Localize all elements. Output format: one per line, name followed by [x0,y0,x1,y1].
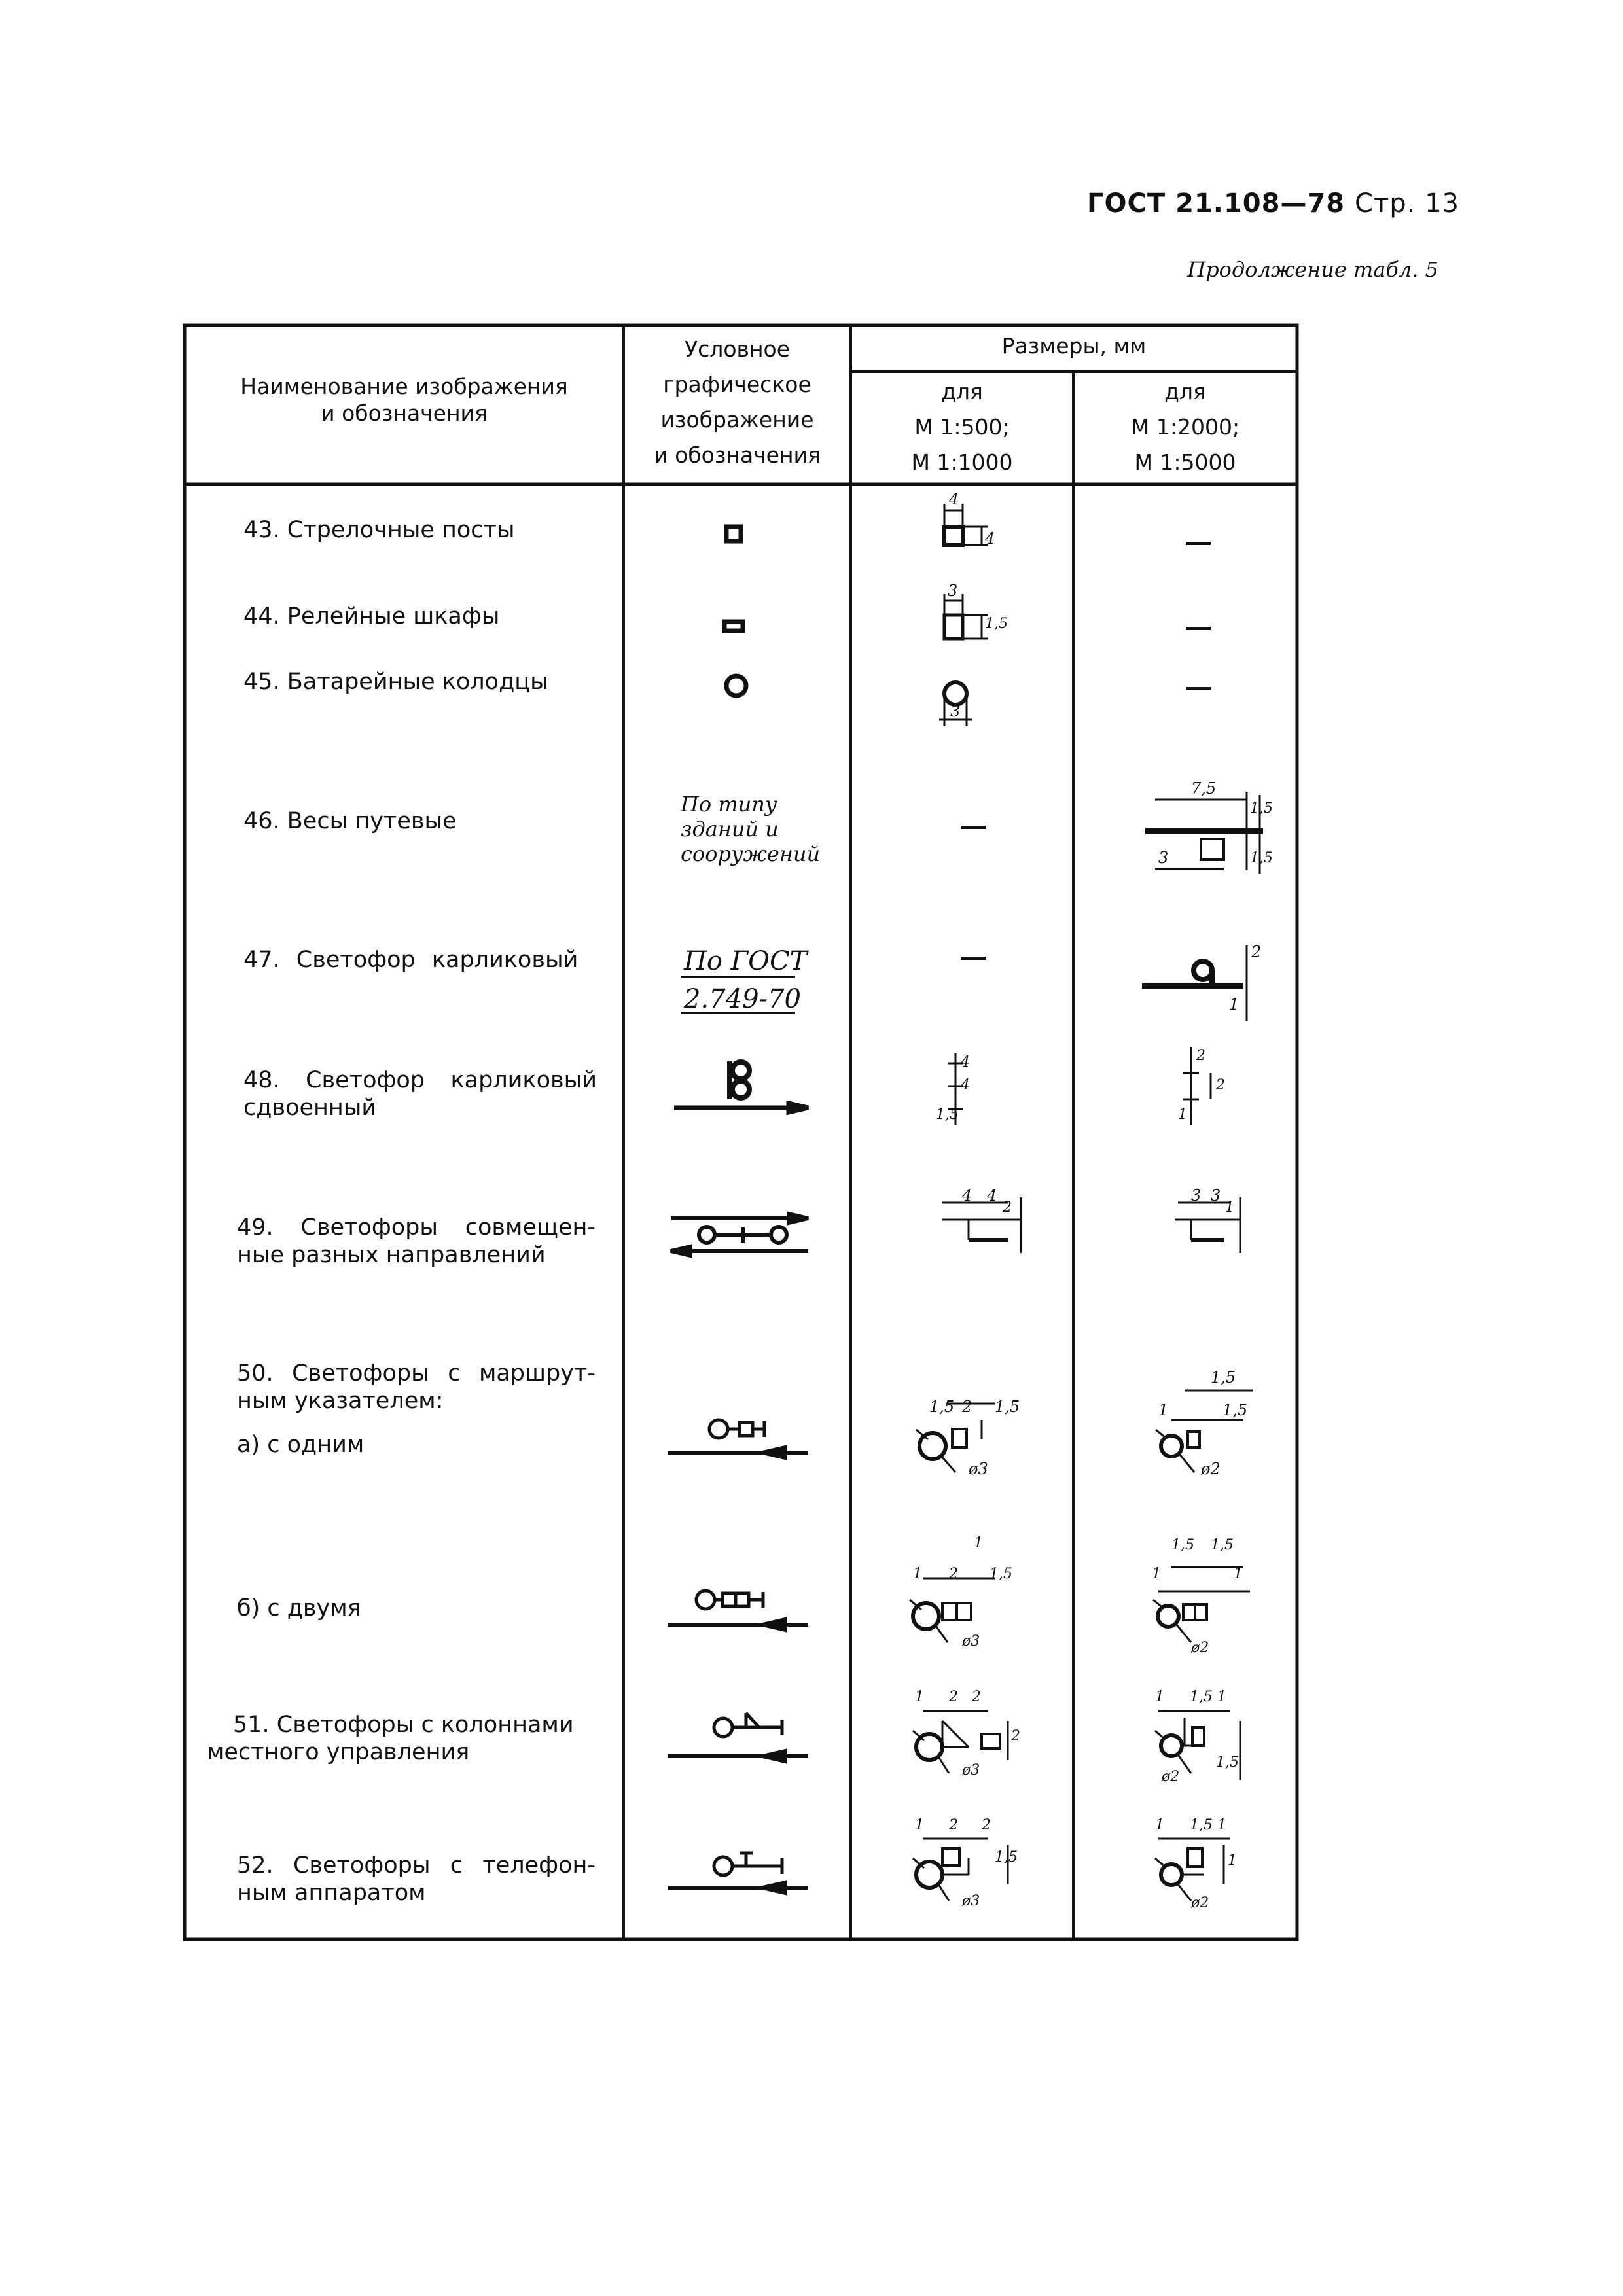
dim-label: 1,5 [1190,1817,1213,1833]
dim-label: ø3 [962,1633,980,1650]
col-symbol-header-line: Условное [684,336,791,362]
dim-label: 7,5 [1191,779,1217,798]
dim-label: ø2 [1191,1895,1209,1911]
row-47-name: 47. Светофор карликовый [243,947,579,973]
dim-label: 1,5 [936,1106,959,1123]
dim-label: 1,5 [1216,1754,1239,1771]
relay-cabinet-symbol [724,622,743,631]
dim-label: 3 [950,702,961,720]
combined-signals-symbol [671,1214,808,1256]
row-47-symbol-text [684,942,807,1018]
dim-label: 1 [1229,995,1240,1014]
standard-number: ГОСТ 21.108—78 [1087,188,1346,219]
row-46-scale1-dash [961,826,986,829]
dim-label: ø2 [1191,1640,1209,1656]
dim-label: 1 [1225,1199,1234,1216]
dim-label: 1,5 [995,1398,1020,1416]
dim-label: 1,5 [929,1398,955,1416]
telephone-signal-symbol [714,1853,782,1875]
row-50a-name: а) с одним [237,1432,365,1458]
dim-label: 1 [1228,1852,1237,1869]
scale2-header-line: для [1164,379,1206,404]
symbol-text-line: сооружений [681,841,821,866]
page-number: Стр. 13 [1355,188,1459,219]
dim-label: 2 [1196,1048,1205,1064]
dim-label: 3 [1158,849,1169,867]
dim-label: 1,5 [1250,850,1273,866]
dim-label: 1,5 [1222,1401,1248,1419]
dim-label: ø3 [962,1762,980,1778]
row-43-scale2-dash [1186,542,1211,545]
dim-label: 3 [1211,1186,1221,1205]
col-name-header-line: Наименование изображения [240,374,568,399]
symbol-text-line: По ГОСТ [684,946,808,976]
route-indicator-two-symbol [696,1591,763,1609]
dim-label: 1 [1155,1689,1164,1705]
col-symbol-header-line: и обозначения [654,442,821,468]
dim-label: 4 [985,529,995,548]
local-control-column-symbol [714,1713,782,1737]
row-52-name [237,1852,596,1907]
post-symbol [726,527,741,541]
dim-label: 3 [1191,1186,1202,1205]
dim-label: ø2 [1201,1460,1221,1478]
col-symbol-header [624,332,851,473]
col-symbol-header-line: изображение [660,407,814,433]
dim-label: 1 [1152,1566,1161,1582]
row-name-line: местного управления [207,1739,470,1765]
dim-label: 2 [1216,1077,1225,1093]
symbol-text-line: зданий и [681,817,779,841]
symbol-text-line: По типу [681,792,777,817]
row-50b-name: б) с двумя [237,1595,361,1621]
dim-label: 4 [961,1054,970,1070]
dim-label: 3 [948,582,958,600]
dim-label: 1 [913,1566,922,1582]
route-indicator-one-symbol [709,1420,764,1438]
dim-label: 2 [982,1817,991,1833]
row-49-name [237,1214,596,1269]
scale2-header-line: М 1:5000 [1134,450,1236,475]
row-51-name [207,1711,596,1766]
col-scale1-header [851,374,1073,480]
col-symbol-header-line: графическое [663,372,812,397]
row-50-name [237,1360,596,1415]
dim-label: 2 [949,1566,958,1582]
dim-label: 1,5 [1211,1368,1236,1386]
page-header [1087,188,1459,219]
col-name-header-line: и обозначения [321,400,488,427]
dim-label: 1,5 [1190,1689,1213,1705]
scale1-header-line: М 1:500; [914,414,1010,440]
row-name-line: ным указателем: [237,1388,444,1414]
dim-label: 4 [961,1077,970,1093]
dim-label: 4 [962,1186,972,1205]
row-45-scale2-dash [1186,687,1211,690]
table-continuation-note: Продолжение табл. 5 [1187,257,1438,282]
dim-label: 4 [949,490,959,508]
row-name-line: сдвоенный [243,1095,377,1121]
dim-label: 1,5 [995,1849,1018,1865]
row-name-line: 49. Светофоры совмещен- [237,1214,596,1241]
row-name-line: ные разных направлений [237,1242,546,1268]
dim-label: ø2 [1162,1769,1180,1785]
dim-label: 1 [1155,1817,1164,1833]
dim-label: 1,5 [985,616,1008,632]
row-43-name: 43. Стрелочные посты [243,517,515,543]
row-46-name: 46. Весы путевые [243,808,457,834]
dim-label: ø3 [969,1460,988,1478]
dim-label: 1,5 [1250,800,1273,817]
row-47-scale1-dash [961,957,986,960]
dim-label: 1 [915,1817,924,1833]
dim-label: 1 [974,1535,983,1551]
col-name-header [185,373,624,427]
row-45-name: 45. Батарейные колодцы [243,669,548,695]
row-name-line: 51. Светофоры с колоннами [233,1712,574,1738]
dim-label: 1,5 [1211,1537,1234,1553]
dim-label: 2 [949,1817,958,1833]
row-name-line: 52. Светофоры с телефон- [237,1852,596,1879]
dim-label: 1 [1178,1106,1187,1123]
row-44-name: 44. Релейные шкафы [243,603,500,629]
dim-label: 2 [1251,943,1262,961]
row-name-line: 50. Светофоры с маршрут- [237,1360,596,1386]
dim-label: 1 [1158,1401,1169,1419]
dim-label: 2 [949,1689,958,1705]
dim-label: 2 [962,1398,972,1416]
dim-label: 1,5 [990,1566,1012,1582]
row-name-line: ным аппаратом [237,1880,426,1906]
dim-label: 1,5 [1171,1537,1194,1553]
dim-label: 1 [915,1689,924,1705]
symbol-text-line: 2.749-70 [684,984,801,1014]
col-sizes-header: Размеры, мм [1001,333,1147,359]
dim-label: ø3 [962,1893,980,1909]
dim-label: 2 [972,1689,981,1705]
dim-label: 4 [987,1186,997,1205]
row-48-name [243,1067,597,1122]
row-44-scale2-dash [1186,627,1211,630]
scale2-header-line: М 1:2000; [1130,414,1240,440]
dim-label: 1 [1217,1689,1226,1705]
dwarf-double-signal-symbol [730,1061,749,1099]
dim-label: 2 [1011,1728,1020,1744]
dim-label: 1 [1234,1566,1243,1582]
battery-well-symbol [726,676,746,696]
dim-label: 1 [1217,1817,1226,1833]
scale1-header-line: М 1:1000 [911,450,1013,475]
scale1-header-line: для [941,379,983,404]
row-46-symbol-text [681,792,820,866]
col-scale2-header [1073,374,1297,480]
row-name-line: 48. Светофор карликовый [243,1067,597,1093]
dim-label: 2 [1003,1199,1012,1216]
